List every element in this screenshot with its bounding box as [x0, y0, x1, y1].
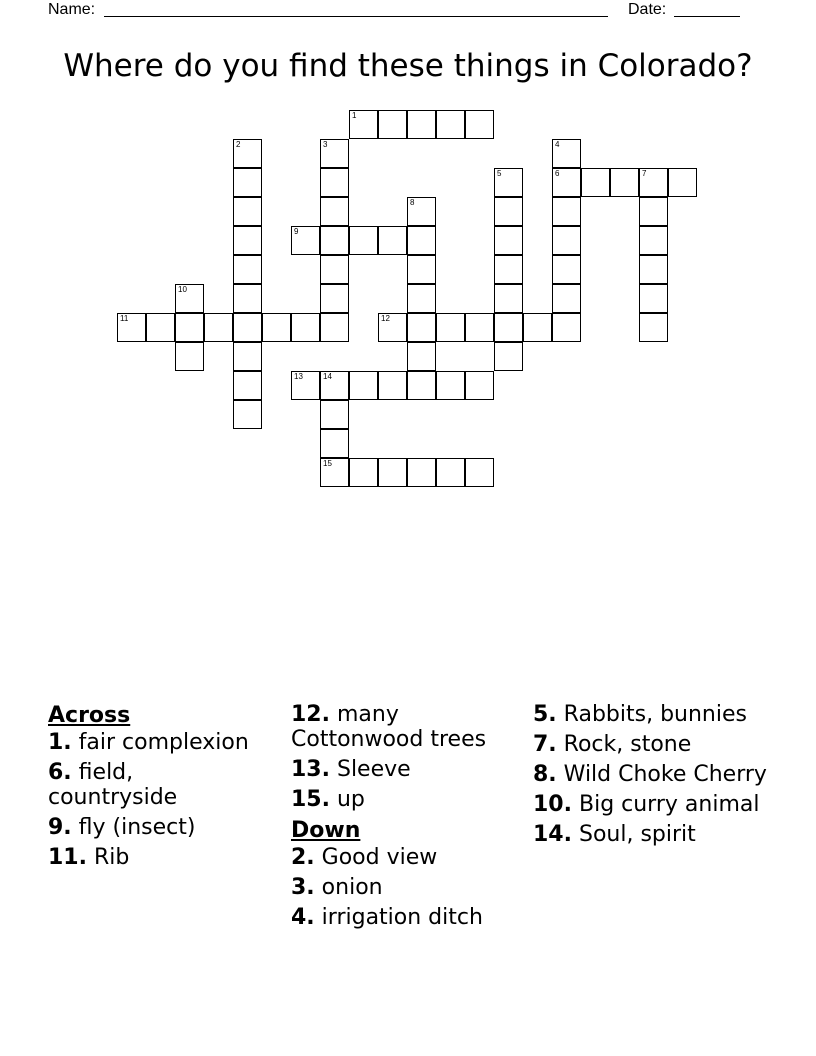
- cell-number: 11: [120, 314, 129, 323]
- clue-item: 3. onion: [291, 875, 383, 900]
- grid-cell[interactable]: [552, 139, 581, 168]
- page-title: Where do you find these things in Colorado?: [63, 48, 753, 84]
- grid-cell[interactable]: [407, 458, 436, 487]
- grid-cell[interactable]: [320, 139, 349, 168]
- grid-cell[interactable]: [320, 400, 349, 429]
- grid-cell[interactable]: [378, 313, 407, 342]
- cell-number: 2: [236, 140, 241, 149]
- grid-cell[interactable]: [552, 168, 581, 197]
- grid-cell[interactable]: [639, 284, 668, 313]
- grid-cell[interactable]: [407, 110, 436, 139]
- grid-cell[interactable]: [320, 168, 349, 197]
- grid-cell[interactable]: [320, 313, 349, 342]
- grid-cell[interactable]: [262, 313, 291, 342]
- date-label: Date:: [628, 1, 667, 18]
- grid-cell[interactable]: [320, 429, 349, 458]
- grid-cell[interactable]: [320, 255, 349, 284]
- grid-cell[interactable]: [639, 197, 668, 226]
- clue-item: 13. Sleeve: [291, 757, 411, 782]
- grid-cell[interactable]: [407, 197, 436, 226]
- grid-cell[interactable]: [233, 197, 262, 226]
- grid-cell[interactable]: [233, 168, 262, 197]
- grid-cell[interactable]: [378, 458, 407, 487]
- grid-cell[interactable]: [552, 313, 581, 342]
- grid-cell[interactable]: [320, 197, 349, 226]
- grid-cell[interactable]: [233, 400, 262, 429]
- grid-cell[interactable]: [291, 313, 320, 342]
- grid-cell[interactable]: [436, 458, 465, 487]
- grid-cell[interactable]: [407, 226, 436, 255]
- grid-cell[interactable]: [378, 226, 407, 255]
- grid-cell[interactable]: [494, 197, 523, 226]
- grid-cell[interactable]: [465, 110, 494, 139]
- clue-column-2: [291, 702, 521, 935]
- grid-cell[interactable]: [233, 226, 262, 255]
- cell-number: 5: [497, 169, 502, 178]
- clue-item: 14. Soul, spirit: [533, 822, 696, 847]
- grid-cell[interactable]: [407, 284, 436, 313]
- grid-cell[interactable]: [436, 371, 465, 400]
- grid-cell[interactable]: [175, 284, 204, 313]
- grid-cell[interactable]: [523, 313, 552, 342]
- grid-cell[interactable]: [320, 458, 349, 487]
- grid-cell[interactable]: [320, 226, 349, 255]
- grid-cell[interactable]: [146, 313, 175, 342]
- grid-cell[interactable]: [233, 313, 262, 342]
- clue-column-1: [48, 702, 268, 875]
- grid-cell[interactable]: [378, 371, 407, 400]
- cell-number: 4: [555, 140, 560, 149]
- grid-cell[interactable]: [465, 458, 494, 487]
- cell-number: 1: [352, 111, 357, 120]
- grid-cell[interactable]: [668, 168, 697, 197]
- grid-cell[interactable]: [320, 371, 349, 400]
- name-label: Name:: [48, 1, 96, 18]
- across-heading: Across: [48, 703, 131, 728]
- crossword-grid: [0, 0, 816, 500]
- clue-item: 1. fair complexion: [48, 730, 249, 755]
- grid-cell[interactable]: [378, 110, 407, 139]
- clue-item: 9. fly (insect): [48, 815, 196, 840]
- grid-cell[interactable]: [552, 255, 581, 284]
- clue-item: 6. field, countryside: [48, 760, 178, 810]
- clue-item: 7. Rock, stone: [533, 732, 692, 757]
- grid-cell[interactable]: [639, 226, 668, 255]
- cell-number: 12: [381, 314, 390, 323]
- grid-cell[interactable]: [233, 371, 262, 400]
- grid-cell[interactable]: [233, 284, 262, 313]
- grid-cell[interactable]: [291, 371, 320, 400]
- cell-number: 13: [294, 372, 303, 381]
- clue-item: 5. Rabbits, bunnies: [533, 702, 747, 727]
- clue-item: 4. irrigation ditch: [291, 905, 483, 930]
- cell-number: 14: [323, 372, 332, 381]
- grid-cell[interactable]: [349, 110, 378, 139]
- grid-cell[interactable]: [233, 139, 262, 168]
- grid-cell[interactable]: [494, 168, 523, 197]
- grid-cell[interactable]: [494, 284, 523, 313]
- grid-cell[interactable]: [581, 168, 610, 197]
- grid-cell[interactable]: [494, 342, 523, 371]
- down-heading: Down: [291, 818, 361, 843]
- grid-cell[interactable]: [494, 255, 523, 284]
- clue-item: 2. Good view: [291, 845, 438, 870]
- grid-cell[interactable]: [639, 168, 668, 197]
- clue-item: 8. Wild Choke Cherry: [533, 762, 767, 787]
- grid-cell[interactable]: [436, 313, 465, 342]
- cell-number: 15: [323, 459, 332, 468]
- grid-cell[interactable]: [349, 458, 378, 487]
- cell-number: 10: [178, 285, 187, 294]
- clue-column-3: [533, 702, 773, 852]
- grid-cell[interactable]: [349, 226, 378, 255]
- clue-item: 15. up: [291, 787, 365, 812]
- grid-cell[interactable]: [233, 342, 262, 371]
- grid-cell[interactable]: [494, 226, 523, 255]
- grid-cell[interactable]: [407, 255, 436, 284]
- grid-cell[interactable]: [175, 342, 204, 371]
- grid-cell[interactable]: [117, 313, 146, 342]
- grid-cell[interactable]: [465, 313, 494, 342]
- cell-number: 3: [323, 140, 328, 149]
- clue-item: 10. Big curry animal: [533, 792, 760, 817]
- grid-cell[interactable]: [639, 313, 668, 342]
- grid-cell[interactable]: [552, 226, 581, 255]
- grid-cell[interactable]: [349, 371, 378, 400]
- cell-number: 6: [555, 169, 560, 178]
- grid-cell[interactable]: [436, 110, 465, 139]
- grid-cell[interactable]: [175, 313, 204, 342]
- grid-cell[interactable]: [291, 226, 320, 255]
- grid-cell[interactable]: [233, 255, 262, 284]
- grid-cell[interactable]: [552, 197, 581, 226]
- grid-cell[interactable]: [610, 168, 639, 197]
- grid-cell[interactable]: [320, 284, 349, 313]
- grid-cell[interactable]: [552, 284, 581, 313]
- grid-cell[interactable]: [494, 313, 523, 342]
- cell-number: 9: [294, 227, 299, 236]
- cell-number: 7: [642, 169, 647, 178]
- grid-cell[interactable]: [465, 371, 494, 400]
- grid-cell[interactable]: [407, 371, 436, 400]
- clue-item: 12. many Cottonwood trees: [291, 702, 487, 752]
- grid-cell[interactable]: [204, 313, 233, 342]
- clue-item: 11. Rib: [48, 845, 130, 870]
- grid-cell[interactable]: [407, 313, 436, 342]
- cell-number: 8: [410, 198, 415, 207]
- grid-cell[interactable]: [639, 255, 668, 284]
- grid-cell[interactable]: [407, 342, 436, 371]
